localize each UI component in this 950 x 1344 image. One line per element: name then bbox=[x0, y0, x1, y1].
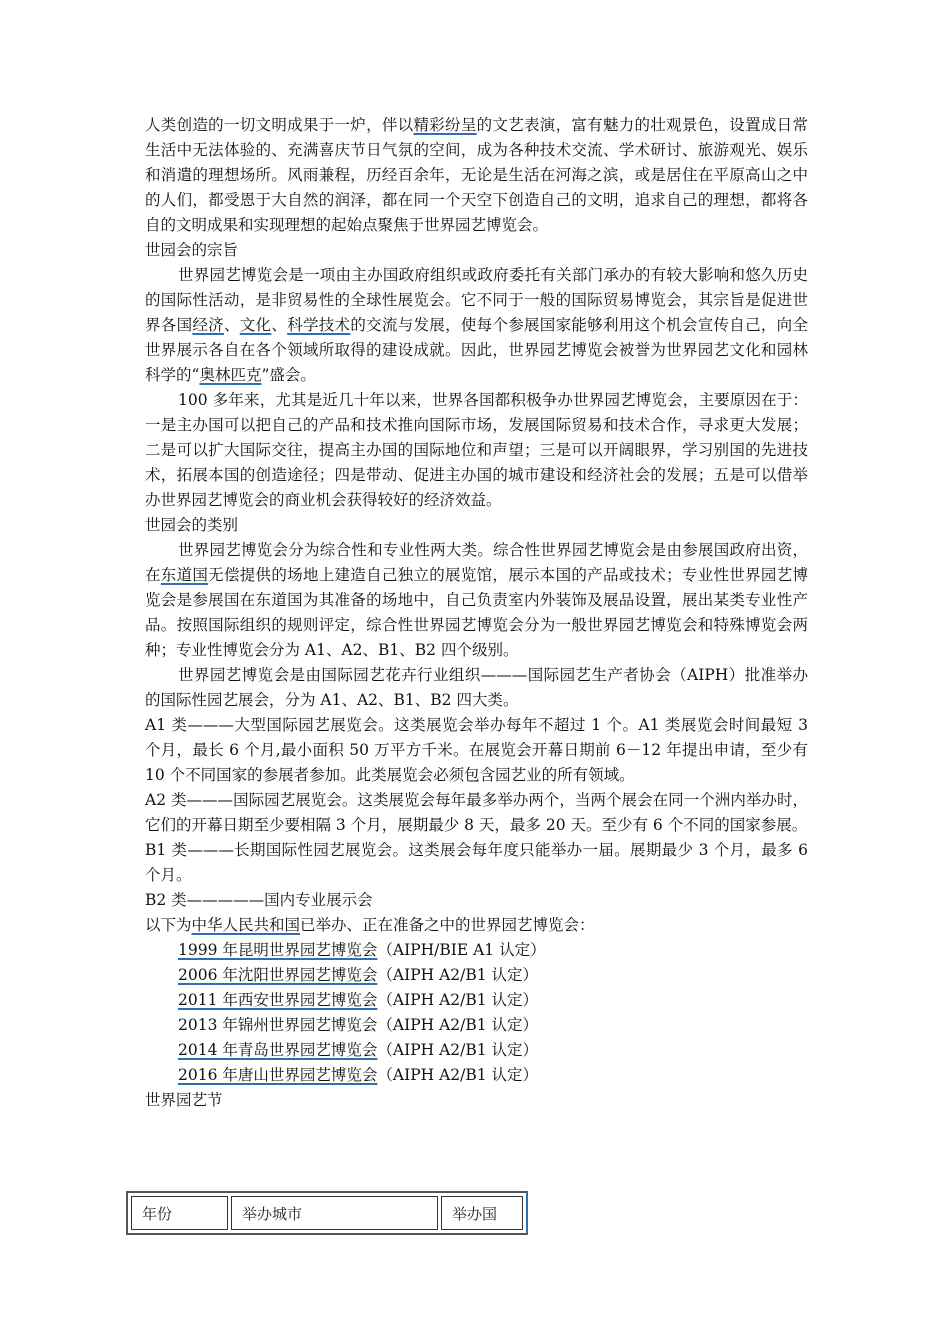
document-body bbox=[145, 113, 808, 1113]
expo-note: （AIPH/BIE A1 认定） bbox=[377, 941, 546, 959]
expo-link[interactable]: 2006 年沈阳世界园艺博览会 bbox=[178, 966, 378, 984]
heading-category: 世园会的类别 bbox=[145, 516, 239, 534]
purpose-paragraph-2: 100 多年来，尤其是近几十年以来，世界各国都积极争办世界园艺博览会，主要原因在于：一是主办国可以把自己的产品和技术推向国际市场，发展国际贸易和技术合作，寻求更大发展；二是可以扩大国际交往，提高主办国的国际地位和声望；三是可以开阔眼界，学习别国的先进技术，拓展本国的创造途径；四是带动、促进主办国的城市建设和经济社会的发展；五是可以借举办世界园艺博览会的商业机会获得较好的经济效益。 bbox=[145, 391, 808, 509]
intro-paragraph bbox=[145, 113, 808, 238]
expo-list-item bbox=[145, 1038, 808, 1063]
text-segment: 世界园艺博览会是一项由主办国政府组织或政府委托有关部门承办的有较大影响和悠久历史的国际性活动，是非贸易性的全球性展览会。它不同于一般的国际贸易博览会，其宗旨是促进世界各国 bbox=[145, 266, 808, 334]
link-economy[interactable]: 经济 bbox=[192, 316, 224, 334]
text-segment: 人类创造的一切文明成果于一炉，伴以 bbox=[145, 116, 414, 134]
expo-title: 2013 年锦州世界园艺博览会 bbox=[178, 1016, 378, 1034]
text-segment: 以下为 bbox=[145, 916, 192, 934]
class-b2-paragraph: B2 类—————国内专业展示会 bbox=[145, 891, 373, 909]
expo-list-item bbox=[145, 988, 808, 1013]
text-segment: ”盛会。 bbox=[261, 366, 316, 384]
heading-purpose: 世园会的宗旨 bbox=[145, 241, 239, 259]
text-segment: 的文艺表演，富有魅力的壮观景色，设置成日常生活中无法体验的、充满喜庆节日气氛的空间，成为各种技术交流、学术研讨、旅游观光、娱乐和消遣的理想场所。风雨兼程，历经百余年，无论是生活在河海之滨，或是居住在平原高山之中的人们，都受恩于大自然的润泽，都在同一个天空下创造自己的文明，追求自己的理想，都将各自的文明成果和实现理想的起始点聚焦于世界园艺博览会。 bbox=[145, 116, 808, 234]
text-segment: 的交流与发展，使每个参展国家能够利用这个机会宣传自己，向全世界展示各自在各个领域所取得的建设成就。因此，世界园艺博览会被誉为世界园艺文化和园林科学的“ bbox=[145, 316, 808, 384]
expo-list-item bbox=[145, 1013, 808, 1038]
category-paragraph-1 bbox=[145, 538, 808, 663]
text-segment: 、 bbox=[271, 316, 288, 334]
class-a2-paragraph: A2 类———国际园艺展览会。这类展览会每年最多举办两个，当两个展会在同一个洲内举办时，它们的开幕日期至少要相隔 3 个月，展期最少 8 天，最多 20 天。至少有 6 个不同的国家参展。 bbox=[145, 791, 808, 834]
text-segment: 、 bbox=[223, 316, 240, 334]
class-b1-paragraph: B1 类———长期国际性园艺展览会。这类展会每年度只能举办一届。展期最少 3 个月，最多 6 个月。 bbox=[145, 841, 808, 884]
festival-table bbox=[126, 1191, 528, 1235]
link-host-country[interactable]: 东道国 bbox=[160, 566, 209, 584]
expo-link[interactable]: 2011 年西安世界园艺博览会 bbox=[178, 991, 378, 1009]
expo-note: （AIPH A2/B1 认定） bbox=[377, 991, 539, 1009]
text-segment: 已举办、正在准备之中的世界园艺博览会： bbox=[300, 916, 595, 934]
link-prc[interactable]: 中华人民共和国 bbox=[191, 916, 301, 934]
table-header-row bbox=[131, 1196, 523, 1230]
category-paragraph-2: 世界园艺博览会是由国际园艺花卉行业组织———国际园艺生产者协会（AIPH）批准举办的国际性园艺展会，分为 A1、A2、B1、B2 四大类。 bbox=[145, 666, 808, 709]
text-segment: 世界园艺博览会分为综合性和专业性两大类。综合性世界园艺博览会是由参展国政府出资，在 bbox=[145, 541, 808, 584]
expo-note: （AIPH A2/B1 认定） bbox=[377, 1041, 539, 1059]
expo-note: （AIPH A2/B1 认定） bbox=[377, 1016, 539, 1034]
expo-list-item bbox=[145, 1063, 808, 1088]
header-year: 年份 bbox=[131, 1196, 228, 1230]
link-olympic[interactable]: 奥林匹克 bbox=[199, 366, 262, 384]
purpose-paragraph-1 bbox=[145, 263, 808, 388]
expo-list-item bbox=[145, 938, 808, 963]
expo-note: （AIPH A2/B1 认定） bbox=[377, 1066, 539, 1084]
link-culture[interactable]: 文化 bbox=[239, 316, 272, 334]
expo-list bbox=[145, 938, 808, 1088]
text-segment: 无偿提供的场地上建造自己独立的展览馆，展示本国的产品或技术；专业性世界园艺博览会是参展国在东道国为其准备的场地中，自己负责室内外装饰及展品设置，展出某类专业性产品。按照国际组织的规则评定，综合性世界园艺博览会分为一般世界园艺博览会和特殊博览会两种；专业性博览会分为 A1、A2、B1、B2 四个级别。 bbox=[145, 566, 808, 659]
list-intro-paragraph bbox=[145, 913, 808, 938]
link-science-tech[interactable]: 科学技术 bbox=[287, 316, 351, 334]
expo-link[interactable]: 1999 年昆明世界园艺博览会 bbox=[178, 941, 378, 959]
expo-list-item bbox=[145, 963, 808, 988]
expo-link[interactable]: 2016 年唐山世界园艺博览会 bbox=[178, 1066, 378, 1084]
link-jingcai[interactable]: 精彩纷呈 bbox=[413, 116, 477, 134]
class-a1-paragraph: A1 类———大型国际园艺展览会。这类展览会举办每年不超过 1 个。A1 类展览会时间最短 3 个月，最长 6 个月,最小面积 50 万平方千米。在展览会开幕日期前 6－12 年提出申请，至少有 10 个不同国家的参展者参加。此类展览会必须包含园艺业的所有领域。 bbox=[145, 716, 808, 784]
expo-note: （AIPH A2/B1 认定） bbox=[377, 966, 539, 984]
heading-festival: 世界园艺节 bbox=[145, 1091, 223, 1109]
header-city: 举办城市 bbox=[231, 1196, 438, 1230]
header-country: 举办国 bbox=[441, 1196, 523, 1230]
expo-link[interactable]: 2014 年青岛世界园艺博览会 bbox=[178, 1041, 378, 1059]
